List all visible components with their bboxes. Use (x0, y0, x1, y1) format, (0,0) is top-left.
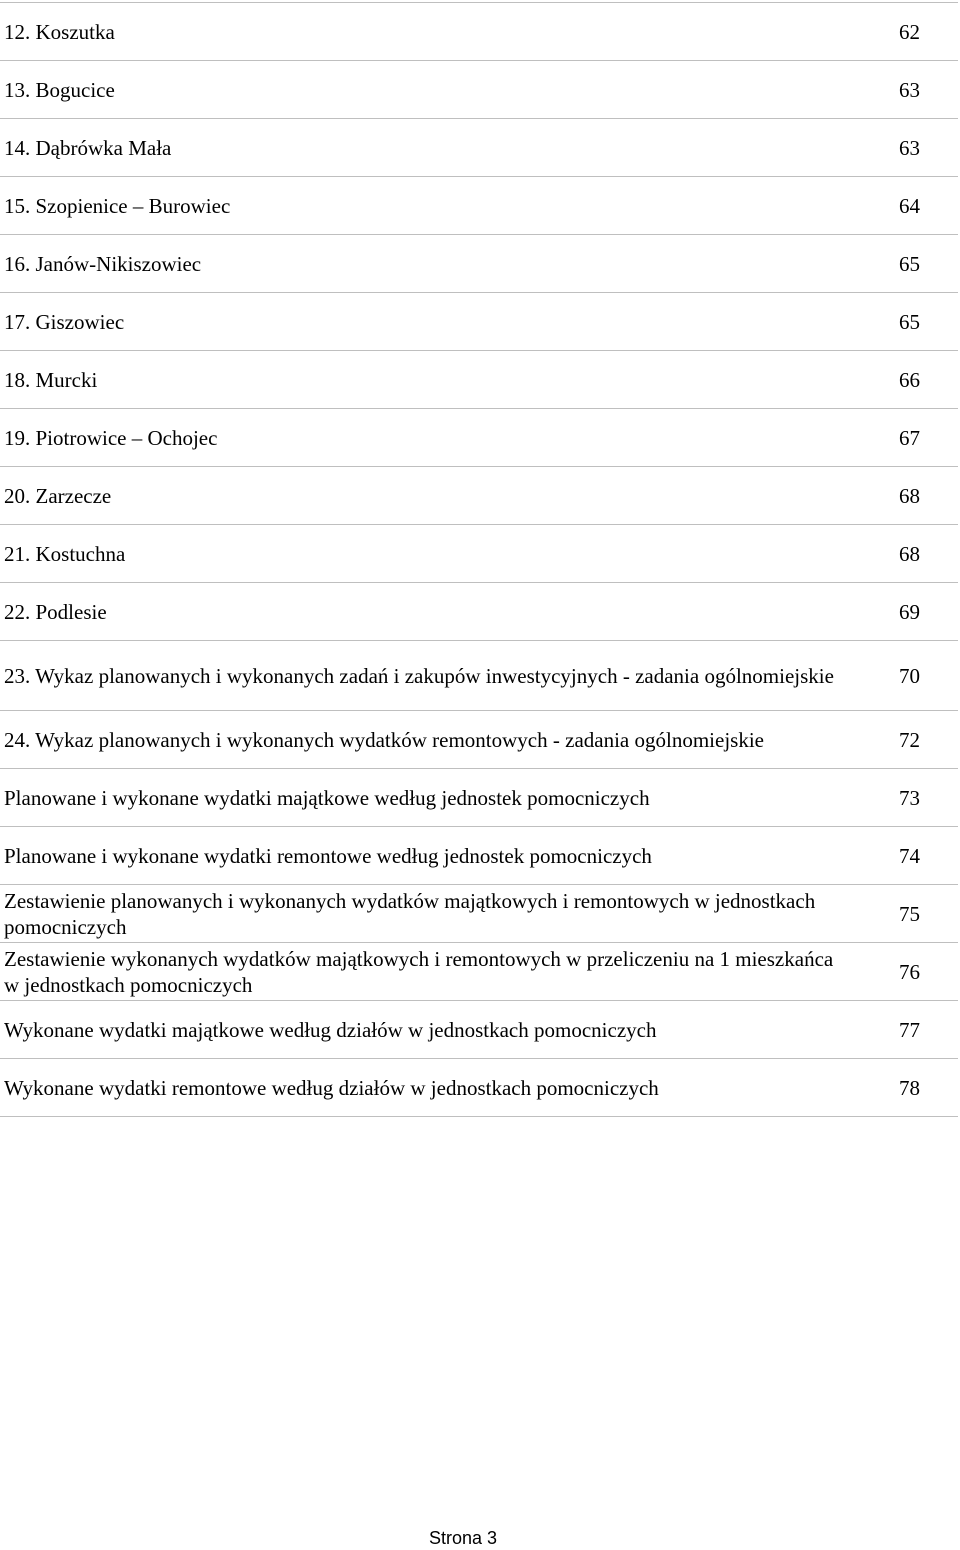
toc-page-number: 68 (899, 483, 920, 508)
toc-entry-label: 15. Szopienice – Burowiec (4, 193, 231, 218)
toc-entry-label: 18. Murcki (4, 367, 98, 392)
page-footer: Strona 3 (428, 1528, 498, 1548)
toc-page-number: 62 (899, 19, 920, 44)
toc-page-number: 69 (899, 599, 920, 624)
toc-entry-label: Planowane i wykonane wydatki remontowe według jednostek pomocniczych (4, 843, 652, 868)
toc-row[interactable] (0, 409, 958, 467)
toc-row[interactable] (0, 1001, 958, 1059)
toc-page-number: 78 (899, 1075, 920, 1100)
toc-page-number: 73 (899, 785, 920, 810)
toc-page-number: 66 (899, 367, 920, 392)
toc-page-number: 70 (899, 663, 920, 688)
toc-row[interactable] (0, 177, 958, 235)
toc-page-number: 64 (899, 193, 920, 218)
toc-entry-label: 16. Janów-Nikiszowiec (4, 251, 202, 276)
toc-page-number: 72 (899, 727, 920, 752)
toc-entry-label: Wykonane wydatki majątkowe według działów w jednostkach pomocniczych (4, 1017, 657, 1042)
toc-page-number: 74 (899, 843, 920, 868)
toc-page-number: 65 (899, 251, 920, 276)
toc-row[interactable] (0, 769, 958, 827)
toc-entry-label: 20. Zarzecze (4, 483, 112, 508)
toc-row[interactable] (0, 235, 958, 293)
toc-page-number: 65 (899, 309, 920, 334)
toc-entry-label: 23. Wykaz planowanych i wykonanych zadań i zakupów inwestycyjnych - zadania ogólnomiejskie (4, 663, 834, 688)
toc-row[interactable] (0, 827, 958, 885)
toc-row[interactable] (0, 711, 958, 769)
toc-page-number: 63 (899, 135, 920, 160)
toc-entry-label: 17. Giszowiec (4, 309, 125, 334)
toc-entry-label: Zestawienie wykonanych wydatków majątkowych i remontowych w przeliczeniu na 1 mieszkańca w jednostkach pomocniczych (4, 946, 834, 997)
toc-entry-label: Planowane i wykonane wydatki majątkowe według jednostek pomocniczych (4, 785, 650, 810)
toc-row[interactable] (0, 119, 958, 177)
toc-entry-label: 22. Podlesie (4, 599, 107, 624)
toc-entry-label: Zestawienie planowanych i wykonanych wydatków majątkowych i remontowych w jednostkach pomocniczych (4, 888, 816, 939)
toc-row[interactable] (0, 293, 958, 351)
toc-entry-label: 13. Bogucice (4, 77, 115, 102)
toc-row[interactable] (0, 943, 958, 1001)
toc-page-number: 76 (899, 959, 920, 984)
toc-entry-label: 14. Dąbrówka Mała (4, 135, 172, 160)
toc-row[interactable] (0, 641, 958, 711)
toc-entry-label: 12. Koszutka (4, 19, 115, 44)
toc-entry-label: 24. Wykaz planowanych i wykonanych wydatków remontowych - zadania ogólnomiejskie (4, 727, 764, 752)
toc-entry-label: 21. Kostuchna (4, 541, 126, 566)
toc-row[interactable] (0, 1059, 958, 1117)
toc-page-number: 63 (899, 77, 920, 102)
toc-row[interactable] (0, 61, 958, 119)
toc-page-number: 77 (899, 1017, 920, 1042)
toc-row[interactable] (0, 467, 958, 525)
table-of-contents (0, 2, 958, 1117)
toc-entry-label: 19. Piotrowice – Ochojec (4, 425, 218, 450)
toc-row[interactable] (0, 3, 958, 61)
toc-entry-label: Wykonane wydatki remontowe według działów w jednostkach pomocniczych (4, 1075, 659, 1100)
toc-row[interactable] (0, 525, 958, 583)
toc-row[interactable] (0, 583, 958, 641)
toc-row[interactable] (0, 351, 958, 409)
toc-row[interactable] (0, 885, 958, 943)
toc-page-number: 67 (899, 425, 920, 450)
toc-page-number: 75 (899, 901, 920, 926)
toc-page-number: 68 (899, 541, 920, 566)
